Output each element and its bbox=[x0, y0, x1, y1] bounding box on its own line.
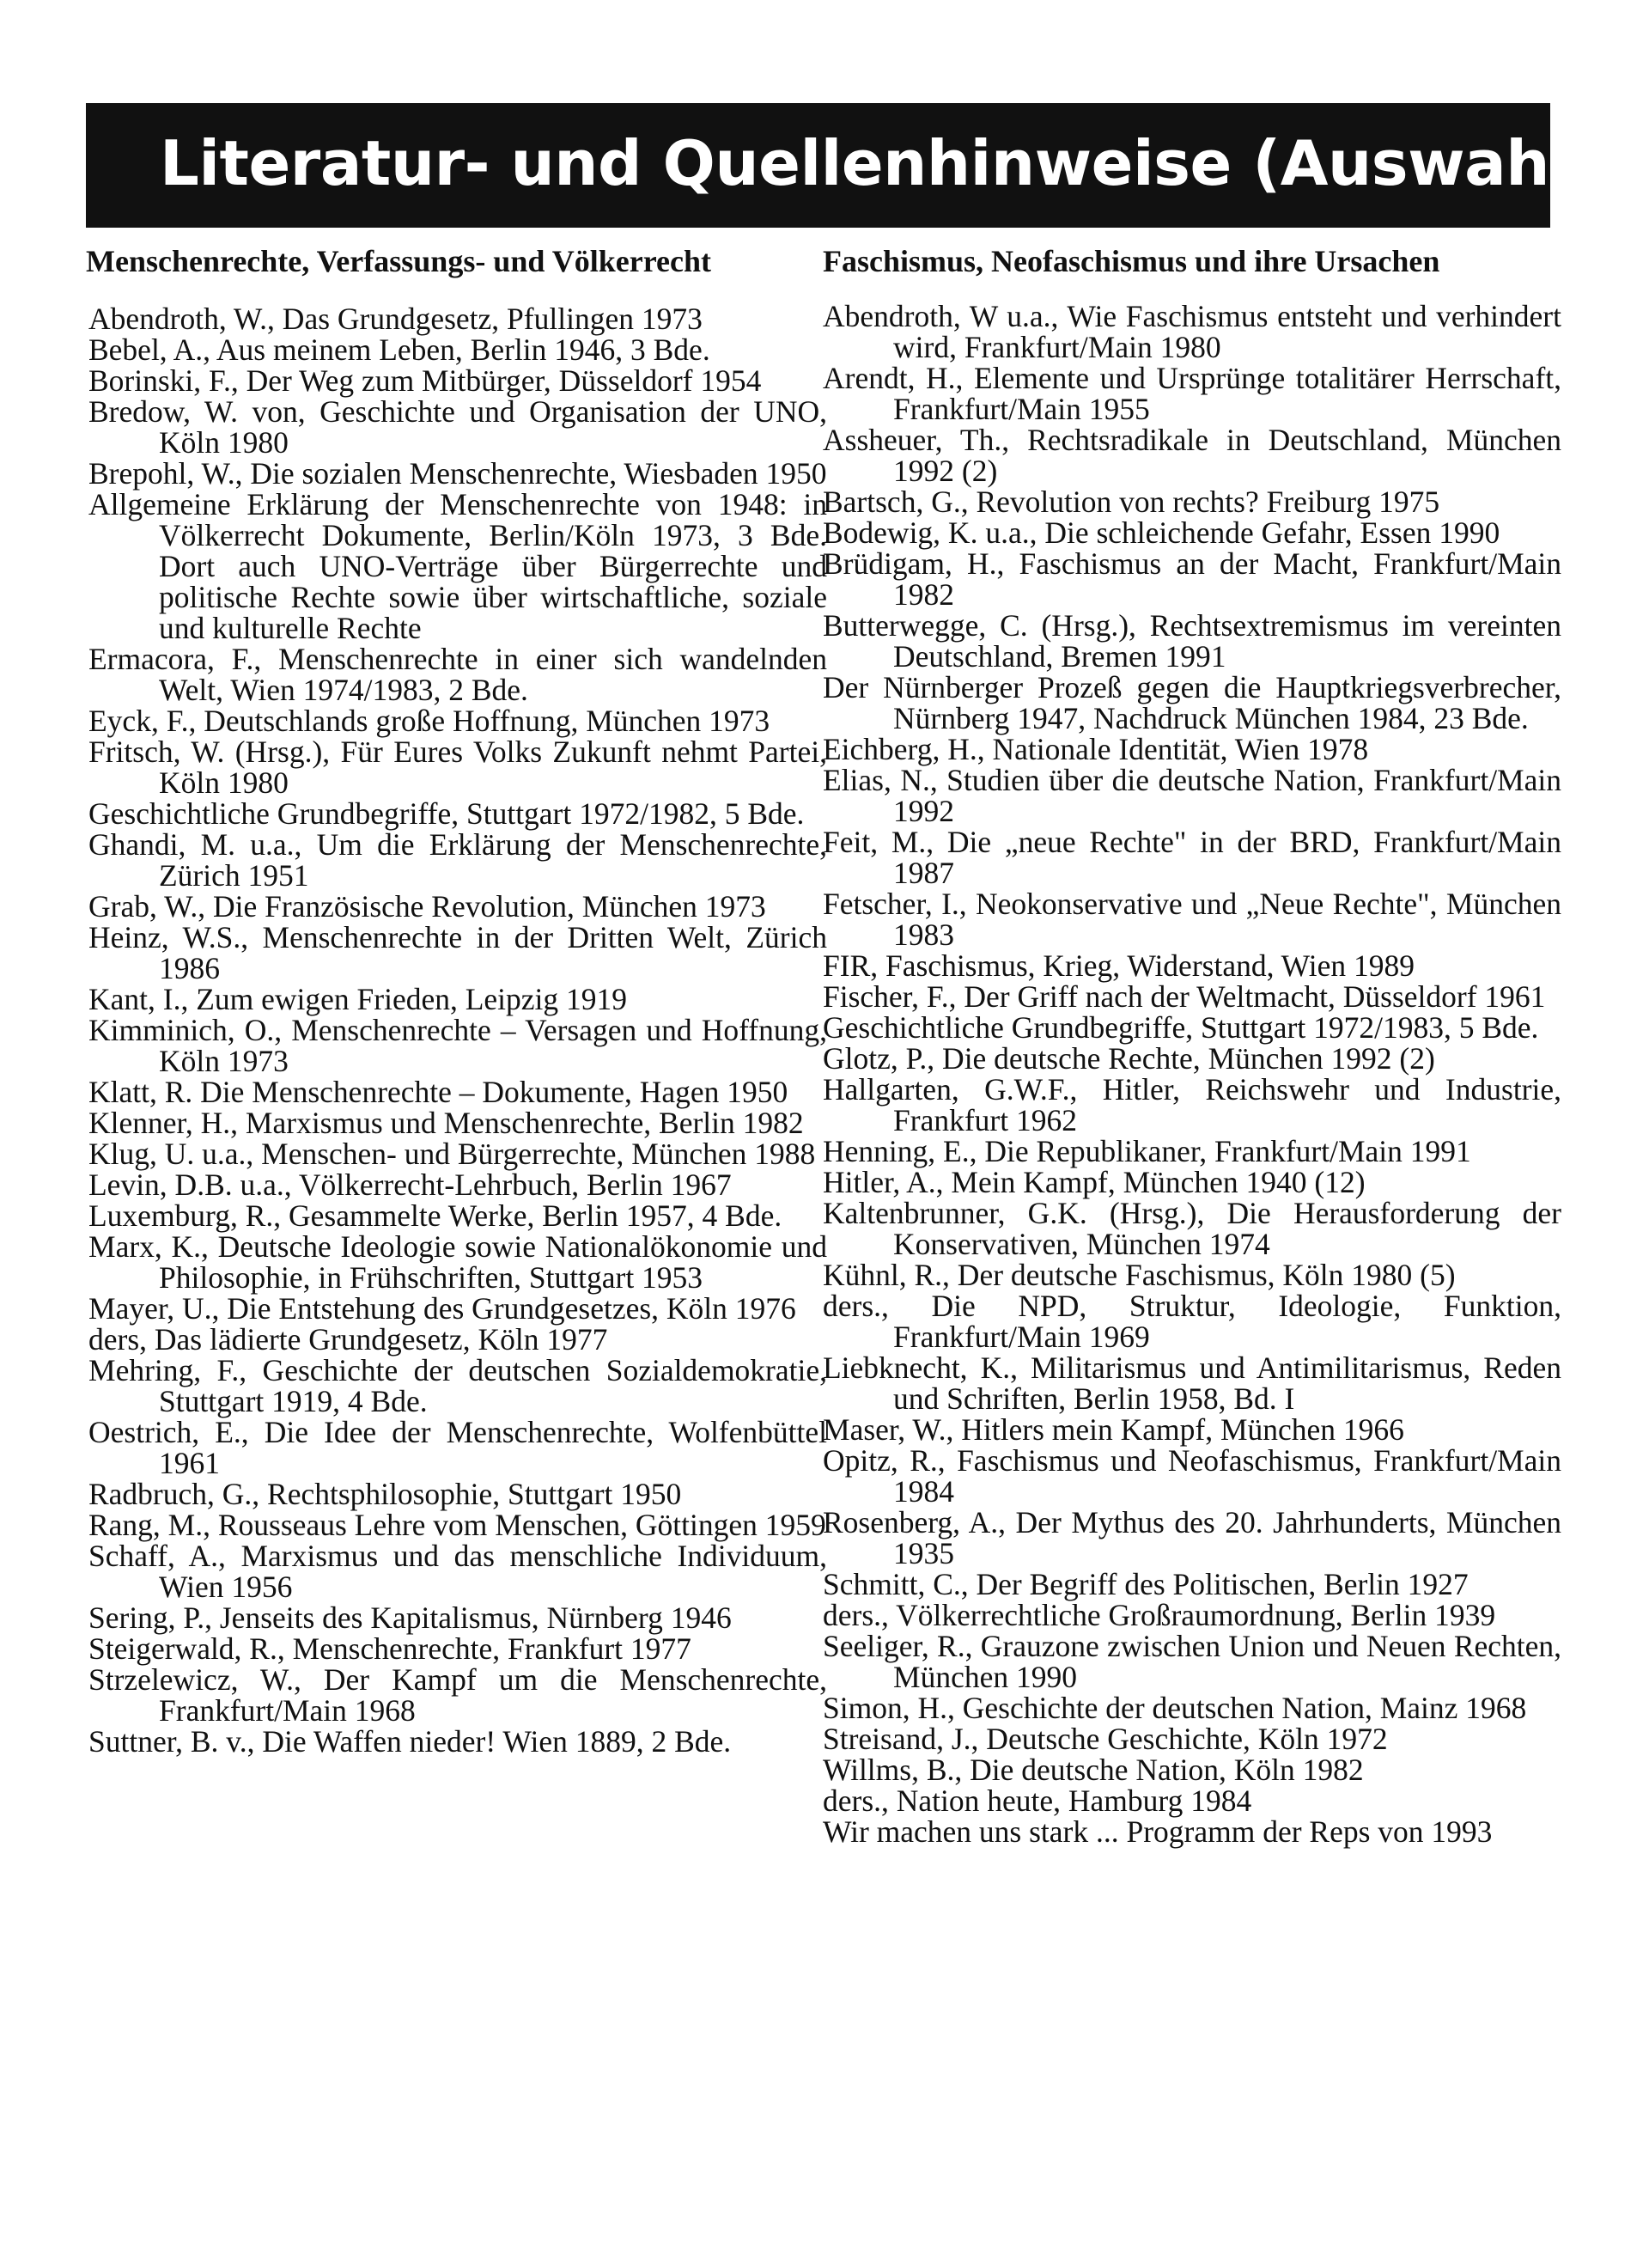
bibliography-entry: Seeliger, R., Grauzone zwischen Union und Neuen Rechten, München 1990 bbox=[823, 1629, 1561, 1694]
bibliography-entry: Steigerwald, R., Menschenrechte, Frankfurt 1977 bbox=[88, 1631, 691, 1666]
bibliography-entry: Streisand, J., Deutsche Geschichte, Köln 1972 bbox=[823, 1722, 1388, 1756]
page-title: Literatur- und Quellenhinweise (Auswahl) bbox=[160, 127, 1598, 199]
bibliography-entry: Glotz, P., Die deutsche Rechte, München 1992 (2) bbox=[823, 1041, 1435, 1076]
bibliography-entry: Ermacora, F., Menschenrechte in einer sich wandelnden Welt, Wien 1974/1983, 2 Bde. bbox=[88, 642, 827, 707]
bibliography-entry: Arendt, H., Elemente und Ursprünge totalitärer Herrschaft, Frankfurt/Main 1955 bbox=[823, 361, 1561, 426]
bibliography-entry: Mehring, F., Geschichte der deutschen Sozialdemokratie, Stuttgart 1919, 4 Bde. bbox=[88, 1353, 827, 1418]
bibliography-entry: Marx, K., Deutsche Ideologie sowie Nationalökonomie und Philosophie, in Frühschriften, Stuttgart 1953 bbox=[88, 1229, 827, 1295]
bibliography-entry: Brepohl, W., Die sozialen Menschenrechte, Wiesbaden 1950 bbox=[88, 456, 827, 491]
bibliography-entry: Hallgarten, G.W.F., Hitler, Reichswehr und Industrie, Frankfurt 1962 bbox=[823, 1072, 1561, 1137]
bibliography-entry: ders., Völkerrechtliche Großraumordnung, Berlin 1939 bbox=[823, 1598, 1496, 1632]
left-column-heading: Menschenrechte, Verfassungs- und Völkerrecht bbox=[86, 244, 711, 278]
bibliography-entry: ders., Die NPD, Struktur, Ideologie, Funktion, Frankfurt/Main 1969 bbox=[823, 1289, 1561, 1354]
bibliography-entry: Willms, B., Die deutsche Nation, Köln 1982 bbox=[823, 1753, 1364, 1787]
right-column-heading: Faschismus, Neofaschismus und ihre Ursachen bbox=[823, 244, 1440, 278]
bibliography-entry: FIR, Faschismus, Krieg, Widerstand, Wien 1989 bbox=[823, 948, 1415, 983]
bibliography-entry: Kühnl, R., Der deutsche Faschismus, Köln 1980 (5) bbox=[823, 1258, 1456, 1292]
bibliography-entry: Simon, H., Geschichte der deutschen Nation, Mainz 1968 bbox=[823, 1691, 1527, 1725]
bibliography-entry: Grab, W., Die Französische Revolution, München 1973 bbox=[88, 889, 766, 924]
bibliography-entry: Ghandi, M. u.a., Um die Erklärung der Menschenrechte, Zürich 1951 bbox=[88, 827, 827, 893]
bibliography-entry: Maser, W., Hitlers mein Kampf, München 1966 bbox=[823, 1412, 1404, 1447]
bibliography-entry: Fetscher, I., Neokonservative und „Neue Rechte", München 1983 bbox=[823, 887, 1561, 952]
bibliography-entry: Rosenberg, A., Der Mythus des 20. Jahrhunderts, München 1935 bbox=[823, 1505, 1561, 1570]
bibliography-entry: Feit, M., Die „neue Rechte" in der BRD, Frankfurt/Main 1987 bbox=[823, 825, 1561, 890]
bibliography-entry: Opitz, R., Faschismus und Neofaschismus, Frankfurt/Main 1984 bbox=[823, 1443, 1561, 1509]
bibliography-entry: Geschichtliche Grundbegriffe, Stuttgart 1972/1982, 5 Bde. bbox=[88, 796, 805, 831]
bibliography-entry: Allgemeine Erklärung der Menschenrechte von 1948: in Völkerrecht Dokumente, Berlin/Köln 1973, 3 Bde. Dort auch UNO-Verträge über Bürgerrechte und politische Rechte sowie über wirtschaftliche, soziale und kulturelle Rechte bbox=[88, 487, 827, 645]
left-bibliography-list bbox=[88, 303, 827, 1757]
bibliography-entry: Henning, E., Die Republikaner, Frankfurt/Main 1991 bbox=[823, 1134, 1471, 1168]
bibliography-entry: Der Nürnberger Prozeß gegen die Hauptkriegsverbrecher, Nürnberg 1947, Nachdruck München 1984, 23 Bde. bbox=[823, 670, 1561, 735]
bibliography-entry: Elias, N., Studien über die deutsche Nation, Frankfurt/Main 1992 bbox=[823, 763, 1561, 828]
bibliography-entry: Levin, D.B. u.a., Völkerrecht-Lehrbuch, Berlin 1967 bbox=[88, 1168, 732, 1202]
bibliography-entry: Klenner, H., Marxismus und Menschenrechte, Berlin 1982 bbox=[88, 1106, 804, 1140]
bibliography-entry: Schaff, A., Marxismus und das menschliche Individuum, Wien 1956 bbox=[88, 1539, 827, 1604]
bibliography-entry: Bredow, W. von, Geschichte und Organisation der UNO, Köln 1980 bbox=[88, 394, 827, 460]
bibliography-entry: Schmitt, C., Der Begriff des Politischen, Berlin 1927 bbox=[823, 1567, 1469, 1601]
bibliography-entry: Abendroth, W., Das Grundgesetz, Pfullingen 1973 bbox=[88, 302, 703, 336]
bibliography-entry: Eichberg, H., Nationale Identität, Wien 1978 bbox=[823, 732, 1369, 766]
bibliography-entry: Wir machen uns stark ... Programm der Reps von 1993 bbox=[823, 1814, 1493, 1849]
bibliography-entry: Bodewig, K. u.a., Die schleichende Gefahr, Essen 1990 bbox=[823, 515, 1500, 550]
bibliography-entry: ders, Das lädierte Grundgesetz, Köln 1977 bbox=[88, 1322, 608, 1357]
bibliography-entry: Kant, I., Zum ewigen Frieden, Leipzig 1919 bbox=[88, 982, 628, 1016]
right-column bbox=[823, 241, 1561, 1849]
bibliography-entry: Butterwegge, C. (Hrsg.), Rechtsextremismus im vereinten Deutschland, Bremen 1991 bbox=[823, 608, 1561, 674]
bibliography-entry: Suttner, B. v., Die Waffen nieder! Wien 1889, 2 Bde. bbox=[88, 1724, 732, 1759]
bibliography-entry: Liebknecht, K., Militarismus und Antimilitarismus, Reden und Schriften, Berlin 1958, Bd. I bbox=[823, 1350, 1561, 1416]
bibliography-entry: Bebel, A., Aus meinem Leben, Berlin 1946, 3 Bde. bbox=[88, 332, 710, 367]
bibliography-entry: Fritsch, W. (Hrsg.), Für Eures Volks Zukunft nehmt Partei, Köln 1980 bbox=[88, 735, 827, 800]
bibliography-entry: Geschichtliche Grundbegriffe, Stuttgart 1972/1983, 5 Bde. bbox=[823, 1010, 1539, 1045]
bibliography-entry: ders., Nation heute, Hamburg 1984 bbox=[823, 1783, 1252, 1818]
bibliography-entry: Klatt, R. Die Menschenrechte – Dokumente, Hagen 1950 bbox=[88, 1075, 788, 1109]
bibliography-entry: Mayer, U., Die Entstehung des Grundgesetzes, Köln 1976 bbox=[88, 1291, 796, 1326]
bibliography-entry: Sering, P., Jenseits des Kapitalismus, Nürnberg 1946 bbox=[88, 1600, 732, 1635]
bibliography-entry: Klug, U. u.a., Menschen- und Bürgerrechte, München 1988 bbox=[88, 1137, 816, 1171]
left-column bbox=[86, 241, 827, 1759]
bibliography-entry: Hitler, A., Mein Kampf, München 1940 (12) bbox=[823, 1165, 1366, 1199]
bibliography-entry: Luxemburg, R., Gesammelte Werke, Berlin 1957, 4 Bde. bbox=[88, 1198, 782, 1233]
bibliography-entry: Fischer, F., Der Griff nach der Weltmacht, Düsseldorf 1961 bbox=[823, 979, 1546, 1014]
bibliography-entry: Oestrich, E., Die Idee der Menschenrechte, Wolfenbüttel 1961 bbox=[88, 1415, 827, 1480]
bibliography-entry: Eyck, F., Deutschlands große Hoffnung, München 1973 bbox=[88, 704, 770, 738]
bibliography-entry: Heinz, W.S., Menschenrechte in der Dritten Welt, Zürich 1986 bbox=[88, 920, 827, 985]
bibliography-entry: Brüdigam, H., Faschismus an der Macht, Frankfurt/Main 1982 bbox=[823, 546, 1561, 612]
bibliography-entry: Abendroth, W u.a., Wie Faschismus entsteht und verhindert wird, Frankfurt/Main 1980 bbox=[823, 299, 1561, 364]
bibliography-entry: Assheuer, Th., Rechtsradikale in Deutschland, München 1992 (2) bbox=[823, 423, 1561, 488]
bibliography-entry: Rang, M., Rousseaus Lehre vom Menschen, Göttingen 1959 bbox=[88, 1508, 826, 1542]
bibliography-entry: Borinski, F., Der Weg zum Mitbürger, Düsseldorf 1954 bbox=[88, 363, 762, 398]
bibliography-entry: Radbruch, G., Rechtsphilosophie, Stuttgart 1950 bbox=[88, 1477, 682, 1511]
bibliography-entry: Strzelewicz, W., Der Kampf um die Menschenrechte, Frankfurt/Main 1968 bbox=[88, 1662, 827, 1728]
title-banner bbox=[86, 103, 1598, 228]
right-bibliography-list bbox=[823, 301, 1561, 1847]
bibliography-entry: Kimminich, O., Menschenrechte – Versagen und Hoffnung, Köln 1973 bbox=[88, 1013, 827, 1078]
bibliography-entry: Bartsch, G., Revolution von rechts? Freiburg 1975 bbox=[823, 485, 1440, 519]
bibliography-entry: Kaltenbrunner, G.K. (Hrsg.), Die Herausforderung der Konservativen, München 1974 bbox=[823, 1196, 1561, 1261]
